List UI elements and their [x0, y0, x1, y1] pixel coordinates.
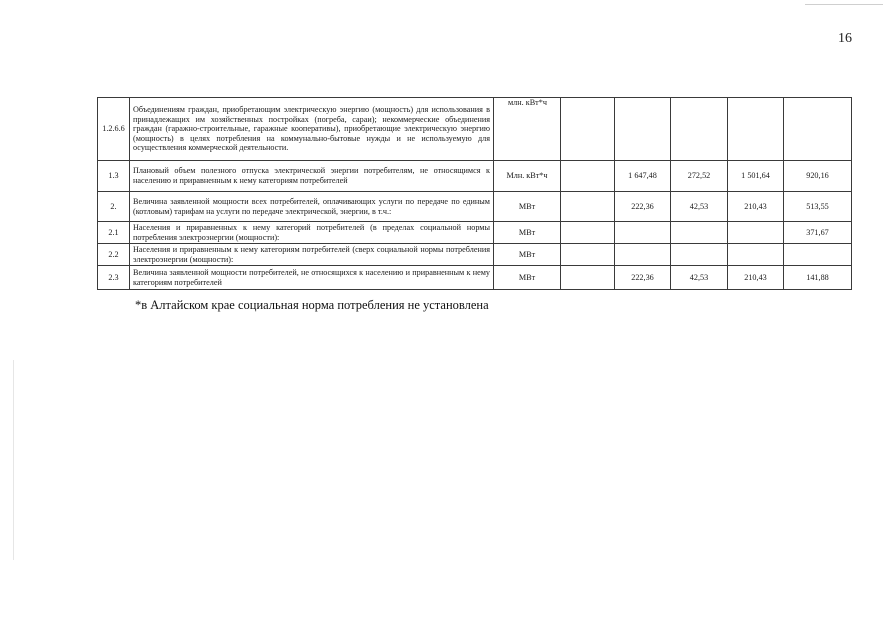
- table-row: [98, 161, 852, 192]
- row-value: [561, 161, 615, 192]
- row-value: [615, 98, 671, 161]
- row-value: 272,52: [671, 161, 728, 192]
- row-value: 371,67: [784, 222, 852, 244]
- table-row: [98, 244, 852, 266]
- page-number: 16: [838, 31, 852, 46]
- row-number: 2.1: [98, 222, 130, 244]
- row-value: [561, 98, 615, 161]
- row-value: 42,53: [671, 266, 728, 290]
- row-value: 513,55: [784, 192, 852, 222]
- table-row: [98, 222, 852, 244]
- row-number: 2.2: [98, 244, 130, 266]
- row-description: Объединениям граждан, приобретающим электрическую энергию (мощность) для использования в принадлежащих им хозяйственных постройках (погреба, сараи); некоммерческие объединения граждан (гаражно-строительные, гаражные кооперативы), приобретающие электрическую энергию (мощность) в целях потребления на коммунально-бытовые нужды и не используемую для осуществления коммерческой деятельности.: [130, 98, 494, 161]
- row-value: [728, 222, 784, 244]
- row-value: [615, 244, 671, 266]
- row-value: 1 647,48: [615, 161, 671, 192]
- row-value: [671, 222, 728, 244]
- row-unit: Млн. кВт*ч: [494, 161, 561, 192]
- row-number: 1.3: [98, 161, 130, 192]
- row-description: Величина заявленной мощности всех потребителей, оплачивающих услуги по передаче по единым (котловым) тарифам на услуги по передаче электрической, энергии, в т.ч.:: [130, 192, 494, 222]
- row-value: 141,88: [784, 266, 852, 290]
- row-value: 222,36: [615, 266, 671, 290]
- table-row: [98, 266, 852, 290]
- row-value: [784, 98, 852, 161]
- row-value: [784, 244, 852, 266]
- row-value: [728, 98, 784, 161]
- scan-artifact-line: [13, 360, 14, 560]
- row-value: [671, 244, 728, 266]
- table-row: [98, 98, 852, 161]
- tariff-data-table: [97, 97, 852, 290]
- row-value: [561, 244, 615, 266]
- row-number: 2.3: [98, 266, 130, 290]
- row-value: [671, 98, 728, 161]
- row-description: Населения и приравненных к нему категорий потребителей (в пределах социальной нормы потребления электроэнергии (мощности):: [130, 222, 494, 244]
- row-unit: МВт: [494, 266, 561, 290]
- row-value: [561, 266, 615, 290]
- row-value: 222,36: [615, 192, 671, 222]
- row-value: [615, 222, 671, 244]
- row-value: [561, 222, 615, 244]
- table-row: [98, 192, 852, 222]
- row-value: 42,53: [671, 192, 728, 222]
- row-unit: МВт: [494, 244, 561, 266]
- footnote: *в Алтайском крае социальная норма потребления не установлена: [135, 298, 489, 312]
- row-number: 1.2.6.6: [98, 98, 130, 161]
- scan-artifact-line: [805, 4, 883, 5]
- row-description: Населения и приравненным к нему категориям потребителей (сверх социальной нормы потребления электроэнергии (мощности):: [130, 244, 494, 266]
- row-value: [561, 192, 615, 222]
- row-description: Плановый объем полезного отпуска электрической энергии потребителям, не относящимся к населению и приравненным к нему категориям потребителей: [130, 161, 494, 192]
- row-value: 210,43: [728, 266, 784, 290]
- row-value: 1 501,64: [728, 161, 784, 192]
- row-value: [728, 244, 784, 266]
- row-number: 2.: [98, 192, 130, 222]
- row-unit: МВт: [494, 222, 561, 244]
- row-description: Величина заявленной мощности потребителей, не относящихся к населению и приравненным к нему категориям потребителей: [130, 266, 494, 290]
- row-unit: МВт: [494, 192, 561, 222]
- row-value: 210,43: [728, 192, 784, 222]
- row-unit: млн. кВт*ч: [494, 98, 561, 161]
- row-value: 920,16: [784, 161, 852, 192]
